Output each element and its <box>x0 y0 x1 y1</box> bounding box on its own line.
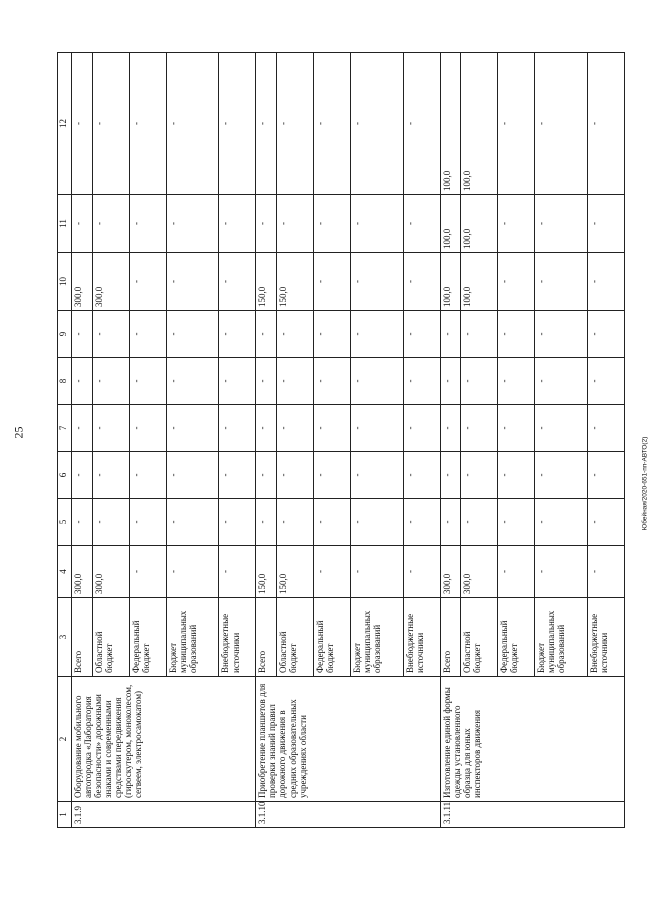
cell-10: - <box>219 253 256 311</box>
cell-5: - <box>166 499 219 546</box>
funding-source: Областной бюджет <box>277 598 314 677</box>
rotated-table-inner <box>57 53 625 828</box>
cell-5: - <box>256 499 277 546</box>
cell-12: - <box>535 53 588 195</box>
cell-5: - <box>277 499 314 546</box>
funding-source: Областной бюджет <box>92 598 129 677</box>
cell-7: - <box>129 405 166 452</box>
cell-9: - <box>72 311 93 358</box>
item-number: 3.1.10 <box>256 802 440 828</box>
cell-9: - <box>219 311 256 358</box>
cell-10: 300,0 <box>92 253 129 311</box>
col-header: 5 <box>58 499 72 546</box>
cell-12: - <box>313 53 350 195</box>
funding-source: Всего <box>72 598 93 677</box>
cell-5: - <box>350 499 403 546</box>
cell-5: - <box>219 499 256 546</box>
cell-7: - <box>498 405 535 452</box>
cell-7: - <box>403 405 440 452</box>
cell-6: - <box>256 452 277 499</box>
col-header: 6 <box>58 452 72 499</box>
cell-7: - <box>535 405 588 452</box>
cell-7: - <box>313 405 350 452</box>
cell-6: - <box>166 452 219 499</box>
cell-9: - <box>350 311 403 358</box>
funding-source: Внебюджетные источники <box>403 598 440 677</box>
col-header: 7 <box>58 405 72 452</box>
total-value: - <box>166 546 219 598</box>
item-number: 3.1.11 <box>440 802 624 828</box>
rotated-table-area <box>57 53 625 828</box>
cell-12: - <box>219 53 256 195</box>
cell-11: - <box>498 195 535 253</box>
cell-9: - <box>440 311 461 358</box>
funding-source: Всего <box>256 598 277 677</box>
funding-source: Федеральный бюджет <box>498 598 535 677</box>
cell-12: - <box>92 53 129 195</box>
cell-6: - <box>277 452 314 499</box>
cell-6: - <box>588 452 625 499</box>
cell-5: - <box>72 499 93 546</box>
cell-8: - <box>72 358 93 405</box>
cell-5: - <box>403 499 440 546</box>
cell-8: - <box>535 358 588 405</box>
item-name: Приобретение планшетов для проверки знаний правил дорожного движения в средних образовательных учреждениях области <box>256 677 440 802</box>
cell-9: - <box>166 311 219 358</box>
cell-10: 100,0 <box>440 253 461 311</box>
cell-6: - <box>219 452 256 499</box>
col-header: 1 <box>58 802 72 828</box>
col-header: 8 <box>58 358 72 405</box>
cell-10: - <box>535 253 588 311</box>
cell-6: - <box>350 452 403 499</box>
cell-12: - <box>498 53 535 195</box>
cell-7: - <box>440 405 461 452</box>
cell-7: - <box>350 405 403 452</box>
cell-8: - <box>129 358 166 405</box>
cell-11: - <box>129 195 166 253</box>
cell-6: - <box>461 452 498 499</box>
funding-source: Бюджет муниципальных образований <box>166 598 219 677</box>
cell-12: - <box>129 53 166 195</box>
cell-12: - <box>588 53 625 195</box>
cell-9: - <box>256 311 277 358</box>
cell-11: - <box>92 195 129 253</box>
total-value: - <box>498 546 535 598</box>
col-header: 9 <box>58 311 72 358</box>
cell-5: - <box>440 499 461 546</box>
cell-6: - <box>72 452 93 499</box>
cell-9: - <box>277 311 314 358</box>
cell-9: - <box>313 311 350 358</box>
cell-6: - <box>313 452 350 499</box>
cell-5: - <box>92 499 129 546</box>
funding-source: Внебюджетные источники <box>219 598 256 677</box>
funding-source: Бюджет муниципальных образований <box>535 598 588 677</box>
cell-11: 100,0 <box>461 195 498 253</box>
cell-10: - <box>498 253 535 311</box>
funding-source: Областной бюджет <box>461 598 498 677</box>
total-value: 300,0 <box>92 546 129 598</box>
cell-6: - <box>440 452 461 499</box>
total-value: - <box>588 546 625 598</box>
cell-11: - <box>535 195 588 253</box>
cell-6: - <box>498 452 535 499</box>
cell-8: - <box>498 358 535 405</box>
cell-11: - <box>256 195 277 253</box>
funding-source: Федеральный бюджет <box>313 598 350 677</box>
cell-6: - <box>129 452 166 499</box>
total-value: - <box>313 546 350 598</box>
cell-11: - <box>403 195 440 253</box>
cell-5: - <box>588 499 625 546</box>
cell-10: - <box>350 253 403 311</box>
cell-8: - <box>461 358 498 405</box>
cell-10: - <box>403 253 440 311</box>
cell-9: - <box>403 311 440 358</box>
cell-9: - <box>92 311 129 358</box>
cell-7: - <box>92 405 129 452</box>
cell-9: - <box>461 311 498 358</box>
col-header: 3 <box>58 598 72 677</box>
cell-7: - <box>256 405 277 452</box>
cell-5: - <box>313 499 350 546</box>
col-header: 2 <box>58 677 72 802</box>
funding-source: Федеральный бюджет <box>129 598 166 677</box>
cell-7: - <box>72 405 93 452</box>
cell-8: - <box>350 358 403 405</box>
table-row <box>256 53 277 828</box>
total-value: 300,0 <box>461 546 498 598</box>
cell-5: - <box>498 499 535 546</box>
cell-12: 100,0 <box>440 53 461 195</box>
cell-9: - <box>588 311 625 358</box>
cell-12: - <box>166 53 219 195</box>
cell-11: - <box>219 195 256 253</box>
cell-12: - <box>256 53 277 195</box>
cell-9: - <box>498 311 535 358</box>
cell-6: - <box>535 452 588 499</box>
col-header: 4 <box>58 546 72 598</box>
cell-12: - <box>350 53 403 195</box>
cell-11: - <box>72 195 93 253</box>
page-number: 25 <box>11 426 26 439</box>
cell-8: - <box>277 358 314 405</box>
cell-11: - <box>166 195 219 253</box>
cell-6: - <box>92 452 129 499</box>
document-code: Юбейная/2020-651-пп-АВТО(2) <box>641 436 649 531</box>
total-value: 300,0 <box>440 546 461 598</box>
cell-8: - <box>313 358 350 405</box>
item-number: 3.1.9 <box>72 802 256 828</box>
cell-12: - <box>72 53 93 195</box>
table-row <box>440 53 461 828</box>
col-header: 11 <box>58 195 72 253</box>
total-value: 150,0 <box>256 546 277 598</box>
total-value: 300,0 <box>72 546 93 598</box>
cell-8: - <box>219 358 256 405</box>
funding-source: Внебюджетные источники <box>588 598 625 677</box>
cell-11: 100,0 <box>440 195 461 253</box>
cell-7: - <box>461 405 498 452</box>
cell-7: - <box>277 405 314 452</box>
total-value: - <box>219 546 256 598</box>
cell-11: - <box>277 195 314 253</box>
cell-10: 300,0 <box>72 253 93 311</box>
item-name: Изготовление единой формы одежды установленного образца для юных инспекторов движения <box>440 677 624 802</box>
total-value: - <box>350 546 403 598</box>
cell-10: - <box>588 253 625 311</box>
cell-9: - <box>129 311 166 358</box>
cell-12: - <box>277 53 314 195</box>
cell-12: - <box>403 53 440 195</box>
item-name: Оборудование мобильного автогородка «Лаборатория безопасности» дорожными знаками и современными средствами передвижения (гироскутером, моноколесом, сегвеем, электросамокатом) <box>72 677 256 802</box>
total-value: - <box>403 546 440 598</box>
col-header: 12 <box>58 53 72 195</box>
cell-11: - <box>313 195 350 253</box>
cell-7: - <box>588 405 625 452</box>
cell-9: - <box>535 311 588 358</box>
total-value: - <box>535 546 588 598</box>
total-value: 150,0 <box>277 546 314 598</box>
cell-10: - <box>166 253 219 311</box>
funding-source: Бюджет муниципальных образований <box>350 598 403 677</box>
funding-table <box>57 52 625 828</box>
cell-5: - <box>535 499 588 546</box>
header-row <box>58 53 72 828</box>
cell-8: - <box>403 358 440 405</box>
funding-source: Всего <box>440 598 461 677</box>
cell-10: 150,0 <box>277 253 314 311</box>
cell-10: - <box>313 253 350 311</box>
cell-5: - <box>129 499 166 546</box>
col-header: 10 <box>58 253 72 311</box>
cell-8: - <box>92 358 129 405</box>
cell-8: - <box>166 358 219 405</box>
cell-10: 150,0 <box>256 253 277 311</box>
cell-8: - <box>256 358 277 405</box>
total-value: - <box>129 546 166 598</box>
cell-12: 100,0 <box>461 53 498 195</box>
cell-7: - <box>219 405 256 452</box>
cell-8: - <box>588 358 625 405</box>
cell-10: - <box>129 253 166 311</box>
cell-11: - <box>350 195 403 253</box>
table-row <box>72 53 93 828</box>
cell-6: - <box>403 452 440 499</box>
cell-8: - <box>440 358 461 405</box>
cell-11: - <box>588 195 625 253</box>
cell-10: 100,0 <box>461 253 498 311</box>
cell-5: - <box>461 499 498 546</box>
cell-7: - <box>166 405 219 452</box>
